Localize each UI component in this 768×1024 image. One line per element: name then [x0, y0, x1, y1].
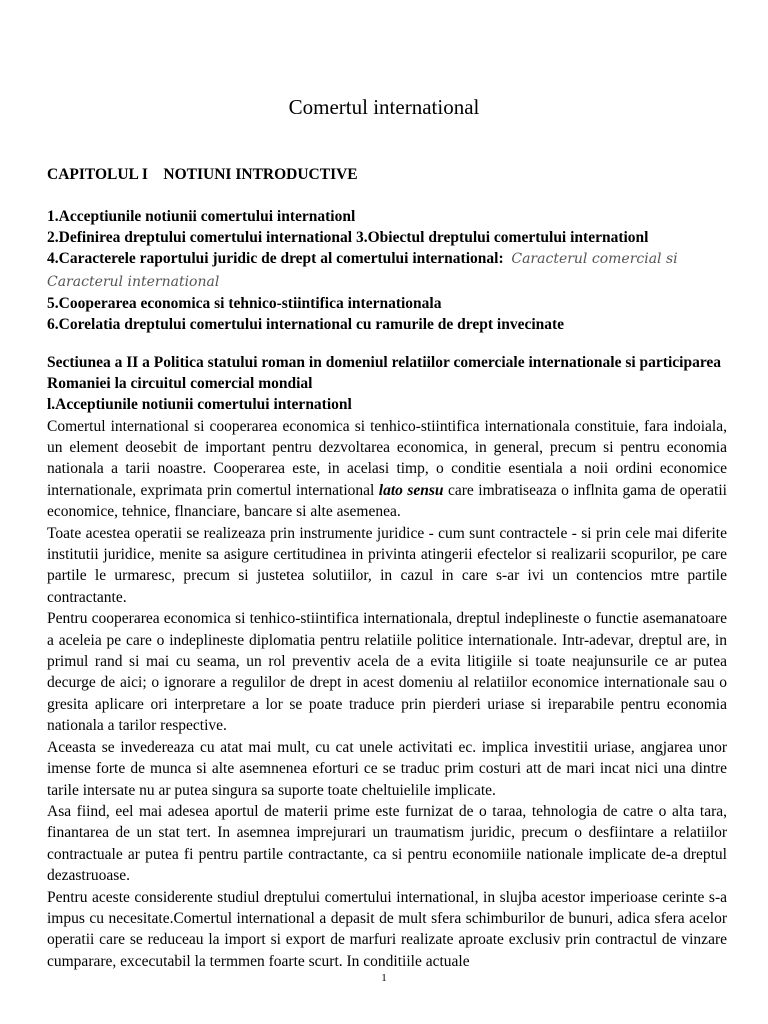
- paragraph-1-end: care imbratiseaza o inflnita gama de operatii economice, tehnice, flnanciare, bancare si alte asemenea.: [47, 481, 727, 521]
- paragraph-6: Pentru aceste considerente studiul dreptului comertului international, in slujba acestor imperioase cerinte s-a impus cu necesitate.Comertul international a depasit de mult sfera schimburilor de bunuri, adica sfera acelor operatii care se reduceau la import si export de marfuri realizate aproate exclusiv prin contractul de vinzare cumparare, excecutabil la termmen foarte scurt. In conditiile actuale: [47, 888, 727, 970]
- section-body: [47, 352, 727, 972]
- toc-item-4-colon: :: [498, 250, 504, 268]
- toc-item-2-3: 2.Definirea dreptului comertului international 3.Obiectul dreptului comertului internationl: [47, 229, 649, 247]
- toc-item-5: 5.Cooperarea economica si tehnico-stiintifica internationala: [47, 294, 442, 312]
- chapter-heading: CAPITOLUL I NOTIUNI INTRODUCTIVE: [47, 166, 358, 183]
- page-number: 1: [381, 972, 387, 984]
- paragraph-1: [47, 416, 727, 523]
- paragraph-5: Asa fiind, eel mai adesea aportul de materii prime este furnizat de o taraa, tehnologia de catre o alta tara, finantarea de un stat tert. In asemnea imprejurari un traumatism juridic, precum o desfiintare a relatiilor contractuale ar putea fi pentru partile contractante, ca si pentru economiile nationale implicate de-a dreptul dezastruoase.: [47, 802, 727, 885]
- paragraph-1-start: Comertul international si cooperarea economica si tenhico-stiintifica internationala constituie, fara indoiala, un element deosebit de important pentru dezvoltarea economica, in general, precum si pentru economia nationala a tarii noastre. Cooperarea este, in acelasi timp, o conditie esentiala a noii ordini economice internationale, exprimata prin comertul international: [47, 417, 727, 499]
- section-subheading: l.Acceptiunile notiunii comertului internationl: [47, 396, 352, 414]
- paragraph-2: Toate acestea operatii se realizeaza prin instrumente juridice - cum sunt contractele - si prin cele mai diferite institutii juridice, menite sa asigure certitudinea in privinta atingerii efectelor si realizarii scopurilor, pe care partile le urmaresc, precum si justetea solutiilor, in cazul in care s-ar ivi un contencios mtre partile contractante.: [47, 524, 727, 606]
- paragraph-1-emphasis: lato sensu: [378, 481, 444, 499]
- toc-item-1: 1.Acceptiunile notiunii comertului internationl: [47, 208, 356, 225]
- paragraph-3: Pentru cooperarea economica si tenhico-stiintifica internationala, dreptul indeplineste o functie asemanatoare a aceleia pe care o indeplineste diplomatia pentru relatiile politice internationale. Intr-adevar, dreptul are, in primul rand si mai cu seama, un rol preventiv acela de a evita litigiile si toate neajunsurile ce ar putea decurge de aici; o ignorare a regulilor de drept in acest domeniu al relatiilor economice internationale sau o gresita aplicare ori interpretare a lor se poate traduce prin pierderi uriase si ireparabile pentru economia nationala a tarilor respective.: [47, 610, 727, 735]
- toc-item-4-title: 4.Caracterele raportului juridic de drept al comertului international: [47, 250, 499, 268]
- toc-item-4: [47, 248, 737, 292]
- table-of-contents: [47, 206, 737, 335]
- toc-item-6: 6.Corelatia dreptului comertului international cu ramurile de drept invecinate: [47, 316, 565, 334]
- paragraph-4: Aceasta se invedereaza cu atat mai mult, cu cat unele activitati ec. implica investitii uriase, angjarea unor imense forte de munca si alte asemnenea eforturi ce se traduc prim costuri att de mari incat nici una dintre tarile intersate nu ar putea singura sa suporte toate cheltuielile implicate.: [47, 738, 727, 799]
- toc-item-4-subtopics: Caracterul comercial si Caracterul international: [47, 251, 678, 290]
- section-heading: Sectiunea a II a Politica statului roman in domeniul relatiilor comerciale internationale si participarea Romaniei la circuitul comercial mondial: [47, 354, 722, 393]
- document-title: Comertul international: [288, 95, 480, 119]
